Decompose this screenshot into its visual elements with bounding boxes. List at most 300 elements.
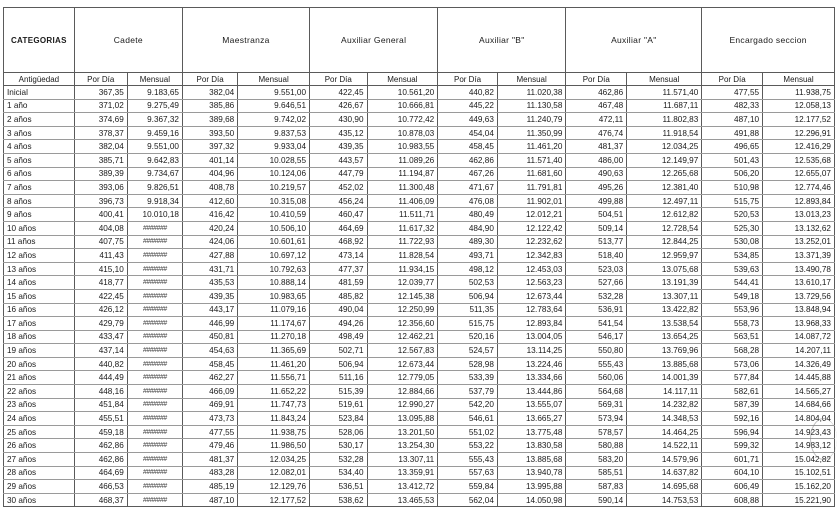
monthly-rate-cell: 11.681,60 [497, 167, 566, 181]
daily-rate-cell: 532,28 [310, 453, 367, 467]
mensual-header: Mensual [238, 73, 310, 86]
daily-rate-cell: 537,79 [438, 385, 498, 399]
monthly-rate-cell: 11.938,75 [238, 425, 310, 439]
monthly-rate-cell: 14.804,04 [763, 412, 835, 426]
monthly-rate-cell: 9.183,65 [127, 86, 182, 100]
seniority-cell: 8 años [4, 194, 75, 208]
daily-rate-cell: 482,33 [702, 99, 763, 113]
table-row [4, 344, 835, 358]
monthly-rate-cell: 11.617,32 [367, 221, 438, 235]
monthly-rate-cell: 14.001,39 [627, 371, 702, 385]
monthly-rate-cell: 9.646,51 [238, 99, 310, 113]
monthly-rate-cell: ####### [127, 235, 182, 249]
monthly-rate-cell: 12.356,60 [367, 317, 438, 331]
por-dia-header: Por Día [182, 73, 237, 86]
subheader-row [4, 73, 835, 86]
table-row [4, 412, 835, 426]
seniority-cell: 18 años [4, 330, 75, 344]
daily-rate-cell: 506,94 [310, 357, 367, 371]
monthly-rate-cell: 13.444,86 [497, 385, 566, 399]
group-header-row [4, 8, 835, 73]
seniority-cell: 16 años [4, 303, 75, 317]
monthly-rate-cell: 14.684,66 [763, 398, 835, 412]
monthly-rate-cell: ####### [127, 221, 182, 235]
monthly-rate-cell: 10.792,63 [238, 262, 310, 276]
daily-rate-cell: 469,91 [182, 398, 237, 412]
daily-rate-cell: 404,96 [182, 167, 237, 181]
monthly-rate-cell: ####### [127, 262, 182, 276]
monthly-rate-cell: 13.201,50 [367, 425, 438, 439]
monthly-rate-cell: 12.129,76 [238, 480, 310, 494]
daily-rate-cell: 378,37 [74, 126, 127, 140]
daily-rate-cell: 528,06 [310, 425, 367, 439]
daily-rate-cell: 468,37 [74, 493, 127, 507]
table-row [4, 167, 835, 181]
daily-rate-cell: 525,30 [702, 221, 763, 235]
monthly-rate-cell: 12.884,66 [367, 385, 438, 399]
monthly-rate-cell: 13.995,88 [497, 480, 566, 494]
daily-rate-cell: 536,51 [310, 480, 367, 494]
daily-rate-cell: 495,26 [566, 181, 627, 195]
monthly-rate-cell: 9.551,00 [127, 140, 182, 154]
daily-rate-cell: 451,84 [74, 398, 127, 412]
monthly-rate-cell: 13.095,88 [367, 412, 438, 426]
monthly-rate-cell: 13.729,56 [763, 289, 835, 303]
daily-rate-cell: 460,47 [310, 208, 367, 222]
daily-rate-cell: 462,27 [182, 371, 237, 385]
monthly-rate-cell: ####### [127, 317, 182, 331]
daily-rate-cell: 515,39 [310, 385, 367, 399]
monthly-rate-cell: 11.986,50 [238, 439, 310, 453]
monthly-rate-cell: 14.983,12 [763, 439, 835, 453]
monthly-rate-cell: 13.334,66 [497, 371, 566, 385]
daily-rate-cell: 487,10 [182, 493, 237, 507]
por-dia-header: Por Día [74, 73, 127, 86]
daily-rate-cell: 396,73 [74, 194, 127, 208]
monthly-rate-cell: 14.326,49 [763, 357, 835, 371]
daily-rate-cell: 544,41 [702, 276, 763, 290]
seniority-cell: 21 años [4, 371, 75, 385]
monthly-rate-cell: 12.034,25 [238, 453, 310, 467]
monthly-rate-cell: 11.270,18 [238, 330, 310, 344]
monthly-rate-cell: 12.535,68 [763, 153, 835, 167]
daily-rate-cell: 431,71 [182, 262, 237, 276]
daily-rate-cell: 568,28 [702, 344, 763, 358]
table-row [4, 153, 835, 167]
monthly-rate-cell: 13.848,94 [763, 303, 835, 317]
daily-rate-cell: 481,37 [566, 140, 627, 154]
daily-rate-cell: 523,84 [310, 412, 367, 426]
group-header-auxiliar-a: Auxiliar "A" [566, 8, 702, 73]
monthly-rate-cell: 11.791,81 [497, 181, 566, 195]
monthly-rate-cell: 12.122,42 [497, 221, 566, 235]
daily-rate-cell: 374,69 [74, 113, 127, 127]
daily-rate-cell: 446,99 [182, 317, 237, 331]
daily-rate-cell: 467,26 [438, 167, 498, 181]
seniority-cell: 29 años [4, 480, 75, 494]
daily-rate-cell: 454,04 [438, 126, 498, 140]
daily-rate-cell: 412,60 [182, 194, 237, 208]
monthly-rate-cell: 13.885,68 [627, 357, 702, 371]
mensual-header: Mensual [763, 73, 835, 86]
monthly-rate-cell: ####### [127, 398, 182, 412]
monthly-rate-cell: 9.742,02 [238, 113, 310, 127]
monthly-rate-cell: 11.687,11 [627, 99, 702, 113]
monthly-rate-cell: 12.232,62 [497, 235, 566, 249]
seniority-cell: 2 años [4, 113, 75, 127]
daily-rate-cell: 439,35 [182, 289, 237, 303]
seniority-cell: 1 año [4, 99, 75, 113]
monthly-rate-cell: 9.918,34 [127, 194, 182, 208]
mensual-header: Mensual [627, 73, 702, 86]
monthly-rate-cell: 9.551,00 [238, 86, 310, 100]
seniority-cell: 20 años [4, 357, 75, 371]
por-dia-header: Por Día [310, 73, 367, 86]
daily-rate-cell: 519,61 [310, 398, 367, 412]
daily-rate-cell: 479,46 [182, 439, 237, 453]
monthly-rate-cell: ####### [127, 480, 182, 494]
daily-rate-cell: 471,67 [438, 181, 498, 195]
seniority-cell: 17 años [4, 317, 75, 331]
monthly-rate-cell: 11.938,75 [763, 86, 835, 100]
daily-rate-cell: 462,86 [438, 153, 498, 167]
daily-rate-cell: 499,88 [566, 194, 627, 208]
monthly-rate-cell: 11.571,40 [627, 86, 702, 100]
monthly-rate-cell: 12.462,21 [367, 330, 438, 344]
daily-rate-cell: 564,68 [566, 385, 627, 399]
seniority-cell: 11 años [4, 235, 75, 249]
daily-rate-cell: 448,16 [74, 385, 127, 399]
monthly-rate-cell: 14.522,11 [627, 439, 702, 453]
daily-rate-cell: 606,49 [702, 480, 763, 494]
seniority-cell: 13 años [4, 262, 75, 276]
monthly-rate-cell: 12.844,25 [627, 235, 702, 249]
table-row [4, 385, 835, 399]
monthly-rate-cell: ####### [127, 493, 182, 507]
monthly-rate-cell: ####### [127, 330, 182, 344]
daily-rate-cell: 541,54 [566, 317, 627, 331]
monthly-rate-cell: ####### [127, 276, 182, 290]
monthly-rate-cell: ####### [127, 303, 182, 317]
daily-rate-cell: 553,96 [702, 303, 763, 317]
daily-rate-cell: 477,55 [182, 425, 237, 439]
monthly-rate-cell: 12.990,27 [367, 398, 438, 412]
table-row [4, 357, 835, 371]
table-row [4, 439, 835, 453]
monthly-rate-cell: 14.232,82 [627, 398, 702, 412]
monthly-rate-cell: 14.753,53 [627, 493, 702, 507]
daily-rate-cell: 536,91 [566, 303, 627, 317]
daily-rate-cell: 450,81 [182, 330, 237, 344]
daily-rate-cell: 489,30 [438, 235, 498, 249]
monthly-rate-cell: 11.240,79 [497, 113, 566, 127]
monthly-rate-cell: ####### [127, 412, 182, 426]
daily-rate-cell: 424,06 [182, 235, 237, 249]
daily-rate-cell: 515,75 [702, 194, 763, 208]
monthly-rate-cell: 12.728,54 [627, 221, 702, 235]
monthly-rate-cell: ####### [127, 289, 182, 303]
monthly-rate-cell: 10.697,12 [238, 249, 310, 263]
table-row [4, 303, 835, 317]
seniority-cell: 22 años [4, 385, 75, 399]
seniority-cell: 10 años [4, 221, 75, 235]
daily-rate-cell: 530,17 [310, 439, 367, 453]
seniority-cell: 9 años [4, 208, 75, 222]
monthly-rate-cell: 15.042,82 [763, 453, 835, 467]
daily-rate-cell: 524,57 [438, 344, 498, 358]
monthly-rate-cell: 11.406,09 [367, 194, 438, 208]
daily-rate-cell: 563,51 [702, 330, 763, 344]
salary-scale-table [3, 7, 835, 507]
category-header: CATEGORIAS [4, 8, 75, 73]
monthly-rate-cell: 13.412,72 [367, 480, 438, 494]
seniority-cell: 19 años [4, 344, 75, 358]
daily-rate-cell: 444,49 [74, 371, 127, 385]
daily-rate-cell: 427,88 [182, 249, 237, 263]
monthly-rate-cell: 10.124,06 [238, 167, 310, 181]
daily-rate-cell: 534,40 [310, 466, 367, 480]
monthly-rate-cell: 12.145,38 [367, 289, 438, 303]
monthly-rate-cell: 13.968,33 [763, 317, 835, 331]
monthly-rate-cell: 9.275,49 [127, 99, 182, 113]
monthly-rate-cell: 13.555,07 [497, 398, 566, 412]
monthly-rate-cell: 14.464,25 [627, 425, 702, 439]
monthly-rate-cell: 11.802,83 [627, 113, 702, 127]
daily-rate-cell: 385,71 [74, 153, 127, 167]
daily-rate-cell: 443,57 [310, 153, 367, 167]
monthly-rate-cell: 13.830,58 [497, 439, 566, 453]
monthly-rate-cell: 10.666,81 [367, 99, 438, 113]
daily-rate-cell: 473,14 [310, 249, 367, 263]
table-body [4, 86, 835, 507]
daily-rate-cell: 477,37 [310, 262, 367, 276]
daily-rate-cell: 601,71 [702, 453, 763, 467]
monthly-rate-cell: 13.191,39 [627, 276, 702, 290]
daily-rate-cell: 538,62 [310, 493, 367, 507]
group-header-maestranza: Maestranza [182, 8, 309, 73]
table-row [4, 425, 835, 439]
seniority-cell: 5 años [4, 153, 75, 167]
table-row [4, 99, 835, 113]
daily-rate-cell: 443,17 [182, 303, 237, 317]
monthly-rate-cell: 11.089,26 [367, 153, 438, 167]
monthly-rate-cell: 12.959,97 [627, 249, 702, 263]
monthly-rate-cell: 14.565,27 [763, 385, 835, 399]
monthly-rate-cell: 13.132,62 [763, 221, 835, 235]
monthly-rate-cell: 13.004,05 [497, 330, 566, 344]
monthly-rate-cell: 12.567,83 [367, 344, 438, 358]
group-header-cadete: Cadete [74, 8, 182, 73]
daily-rate-cell: 578,57 [566, 425, 627, 439]
mensual-header: Mensual [497, 73, 566, 86]
daily-rate-cell: 401,14 [182, 153, 237, 167]
por-dia-header: Por Día [566, 73, 627, 86]
monthly-rate-cell: 12.783,64 [497, 303, 566, 317]
daily-rate-cell: 520,16 [438, 330, 498, 344]
monthly-rate-cell: 9.826,51 [127, 181, 182, 195]
monthly-rate-cell: 13.254,30 [367, 439, 438, 453]
monthly-rate-cell: 11.571,40 [497, 153, 566, 167]
monthly-rate-cell: 12.082,01 [238, 466, 310, 480]
daily-rate-cell: 494,26 [310, 317, 367, 331]
daily-rate-cell: 501,43 [702, 153, 763, 167]
daily-rate-cell: 487,10 [702, 113, 763, 127]
monthly-rate-cell: 12.177,52 [763, 113, 835, 127]
daily-rate-cell: 420,24 [182, 221, 237, 235]
monthly-rate-cell: 15.102,51 [763, 466, 835, 480]
daily-rate-cell: 472,11 [566, 113, 627, 127]
daily-rate-cell: 542,20 [438, 398, 498, 412]
daily-rate-cell: 466,53 [74, 480, 127, 494]
monthly-rate-cell: 11.511,71 [367, 208, 438, 222]
daily-rate-cell: 583,20 [566, 453, 627, 467]
monthly-rate-cell: 11.918,54 [627, 126, 702, 140]
table-row [4, 317, 835, 331]
daily-rate-cell: 509,14 [566, 221, 627, 235]
daily-rate-cell: 555,43 [566, 357, 627, 371]
daily-rate-cell: 418,77 [74, 276, 127, 290]
monthly-rate-cell: ####### [127, 371, 182, 385]
monthly-rate-cell: 14.207,11 [763, 344, 835, 358]
daily-rate-cell: 454,63 [182, 344, 237, 358]
daily-rate-cell: 485,82 [310, 289, 367, 303]
monthly-rate-cell: 10.219,57 [238, 181, 310, 195]
daily-rate-cell: 491,88 [702, 126, 763, 140]
monthly-rate-cell: 9.837,53 [238, 126, 310, 140]
monthly-rate-cell: 12.034,25 [627, 140, 702, 154]
monthly-rate-cell: 12.453,03 [497, 262, 566, 276]
daily-rate-cell: 553,22 [438, 439, 498, 453]
daily-rate-cell: 515,75 [438, 317, 498, 331]
daily-rate-cell: 435,53 [182, 276, 237, 290]
seniority-cell: 28 años [4, 466, 75, 480]
monthly-rate-cell: 15.162,20 [763, 480, 835, 494]
monthly-rate-cell: 15.221,90 [763, 493, 835, 507]
monthly-rate-cell: 11.174,67 [238, 317, 310, 331]
monthly-rate-cell: 14.087,72 [763, 330, 835, 344]
monthly-rate-cell: 11.902,01 [497, 194, 566, 208]
seniority-cell: 4 años [4, 140, 75, 154]
daily-rate-cell: 447,79 [310, 167, 367, 181]
seniority-cell: 7 años [4, 181, 75, 195]
monthly-rate-cell: 11.365,69 [238, 344, 310, 358]
monthly-rate-cell: 12.673,44 [367, 357, 438, 371]
table-row [4, 208, 835, 222]
daily-rate-cell: 533,39 [438, 371, 498, 385]
monthly-rate-cell: 12.673,44 [497, 289, 566, 303]
table-row [4, 235, 835, 249]
table-row [4, 113, 835, 127]
seniority-cell: 15 años [4, 289, 75, 303]
monthly-rate-cell: 11.194,87 [367, 167, 438, 181]
daily-rate-cell: 462,86 [74, 439, 127, 453]
daily-rate-cell: 382,04 [74, 140, 127, 154]
monthly-rate-cell: 10.772,42 [367, 113, 438, 127]
monthly-rate-cell: 13.371,39 [763, 249, 835, 263]
daily-rate-cell: 539,63 [702, 262, 763, 276]
monthly-rate-cell: 14.348,53 [627, 412, 702, 426]
monthly-rate-cell: 11.461,20 [497, 140, 566, 154]
daily-rate-cell: 473,73 [182, 412, 237, 426]
daily-rate-cell: 490,63 [566, 167, 627, 181]
daily-rate-cell: 393,50 [182, 126, 237, 140]
monthly-rate-cell: 13.224,46 [497, 357, 566, 371]
daily-rate-cell: 559,84 [438, 480, 498, 494]
daily-rate-cell: 400,41 [74, 208, 127, 222]
monthly-rate-cell: 9.734,67 [127, 167, 182, 181]
daily-rate-cell: 389,39 [74, 167, 127, 181]
monthly-rate-cell: 13.013,23 [763, 208, 835, 222]
monthly-rate-cell: 13.665,27 [497, 412, 566, 426]
monthly-rate-cell: 14.695,68 [627, 480, 702, 494]
daily-rate-cell: 498,49 [310, 330, 367, 344]
monthly-rate-cell: 10.888,14 [238, 276, 310, 290]
monthly-rate-cell: 14.637,82 [627, 466, 702, 480]
monthly-rate-cell: 10.983,65 [238, 289, 310, 303]
daily-rate-cell: 604,10 [702, 466, 763, 480]
monthly-rate-cell: 12.149,97 [627, 153, 702, 167]
daily-rate-cell: 562,04 [438, 493, 498, 507]
monthly-rate-cell: 14.579,96 [627, 453, 702, 467]
monthly-rate-cell: 13.885,68 [497, 453, 566, 467]
table-row [4, 249, 835, 263]
daily-rate-cell: 557,63 [438, 466, 498, 480]
daily-rate-cell: 608,88 [702, 493, 763, 507]
monthly-rate-cell: ####### [127, 453, 182, 467]
table-row [4, 289, 835, 303]
table-row [4, 140, 835, 154]
monthly-rate-cell: 12.563,23 [497, 276, 566, 290]
monthly-rate-cell: 12.416,29 [763, 140, 835, 154]
table-row [4, 181, 835, 195]
daily-rate-cell: 577,84 [702, 371, 763, 385]
daily-rate-cell: 411,43 [74, 249, 127, 263]
monthly-rate-cell: ####### [127, 249, 182, 263]
daily-rate-cell: 404,08 [74, 221, 127, 235]
daily-rate-cell: 527,66 [566, 276, 627, 290]
daily-rate-cell: 502,71 [310, 344, 367, 358]
monthly-rate-cell: 12.893,84 [763, 194, 835, 208]
daily-rate-cell: 476,08 [438, 194, 498, 208]
monthly-rate-cell: 14.117,11 [627, 385, 702, 399]
daily-rate-cell: 555,43 [438, 453, 498, 467]
seniority-cell: 23 años [4, 398, 75, 412]
table-row [4, 493, 835, 507]
daily-rate-cell: 408,78 [182, 181, 237, 195]
group-header-encargado-seccion: Encargado seccion [702, 8, 835, 73]
daily-rate-cell: 502,53 [438, 276, 498, 290]
daily-rate-cell: 490,04 [310, 303, 367, 317]
daily-rate-cell: 422,45 [74, 289, 127, 303]
daily-rate-cell: 573,94 [566, 412, 627, 426]
monthly-rate-cell: 12.612,82 [627, 208, 702, 222]
daily-rate-cell: 528,98 [438, 357, 498, 371]
daily-rate-cell: 445,22 [438, 99, 498, 113]
seniority-cell: 26 años [4, 439, 75, 453]
monthly-rate-cell: 11.722,93 [367, 235, 438, 249]
table-row [4, 194, 835, 208]
daily-rate-cell: 458,45 [438, 140, 498, 154]
table-row [4, 330, 835, 344]
daily-rate-cell: 587,83 [566, 480, 627, 494]
seniority-cell: 25 años [4, 425, 75, 439]
daily-rate-cell: 551,02 [438, 425, 498, 439]
daily-rate-cell: 506,94 [438, 289, 498, 303]
monthly-rate-cell: 12.058,13 [763, 99, 835, 113]
monthly-rate-cell: 13.465,53 [367, 493, 438, 507]
daily-rate-cell: 476,74 [566, 126, 627, 140]
monthly-rate-cell: 11.934,15 [367, 262, 438, 276]
